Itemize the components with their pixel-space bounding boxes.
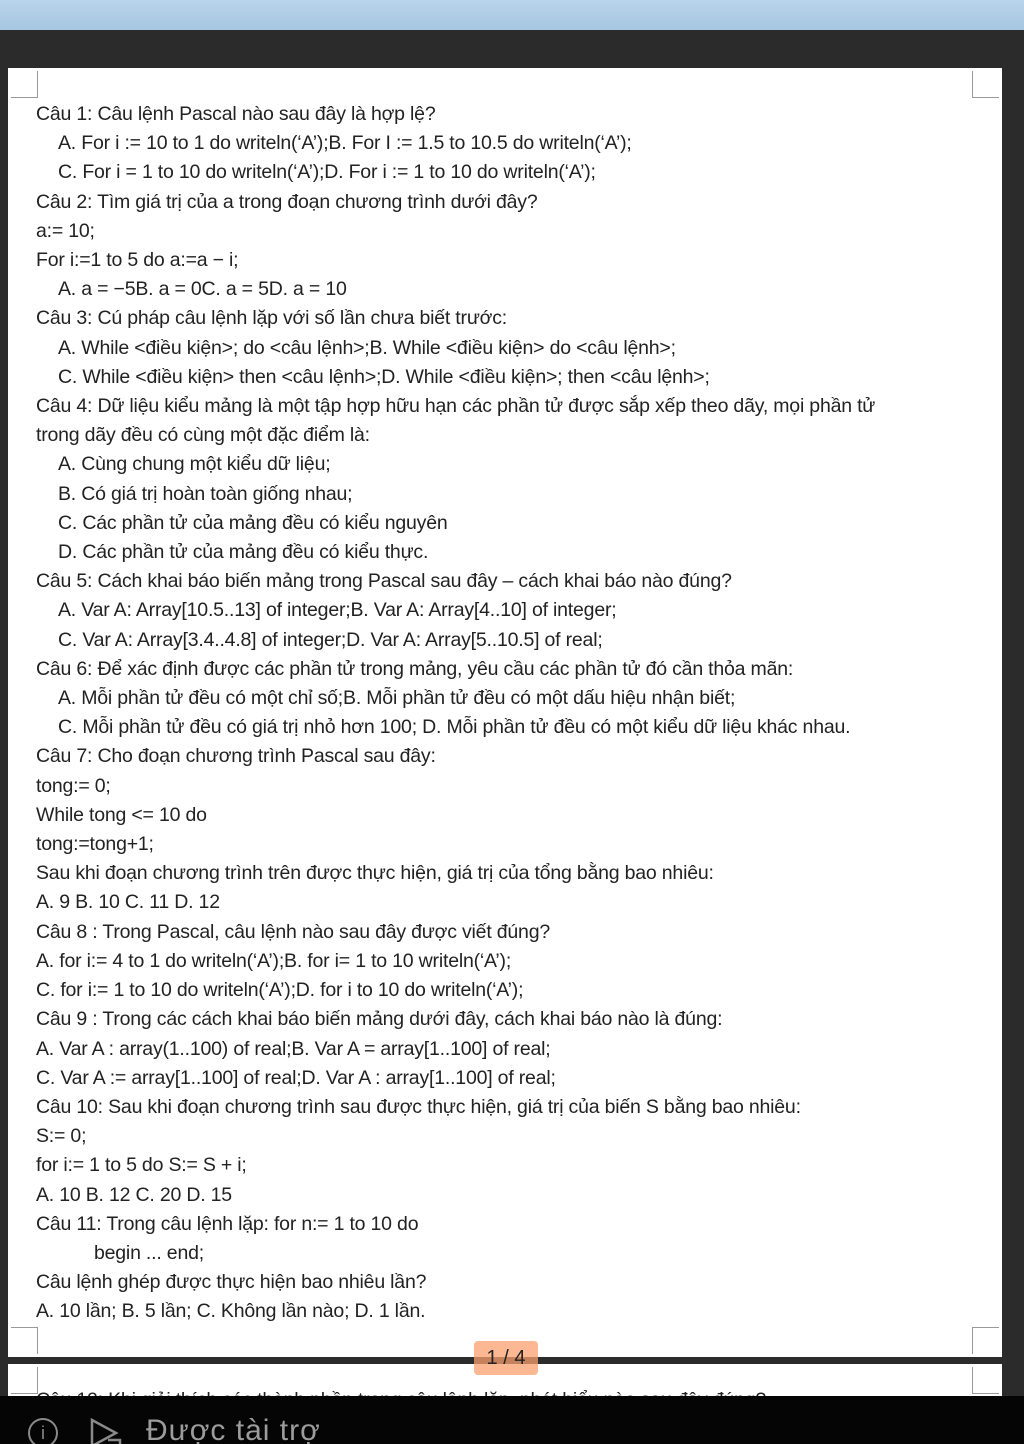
text-line: C. Mỗi phần tử đều có giá trị nhỏ hơn 100; D. Mỗi phần tử đều có một kiểu dữ liệu khác nhau. [58,716,851,739]
text-line: A. While <điều kiện>; do <câu lệnh>;B. While <điều kiện> do <câu lệnh>; [58,336,676,359]
page-indicator: 1 / 4 [474,1341,538,1375]
crop-mark-top-left [11,1367,38,1394]
text-line: C. For i = 1 to 10 do writeln(‘A’);D. For i := 1 to 10 do writeln(‘A’); [58,161,596,184]
text-line: C. Var A := array[1..100] of real;D. Var A : array[1..100] of real; [36,1066,556,1089]
info-icon[interactable]: i [28,1418,58,1444]
document-page-1 [8,68,1002,1357]
text-line: A. for i:= 4 to 1 do writeln(‘A’);B. for i= 1 to 10 writeln(‘A’); [36,949,512,972]
text-line: A. Var A : array(1..100) of real;B. Var A = array[1..100] of real; [36,1037,551,1060]
text-line: Sau khi đoạn chương trình trên được thực hiện, giá trị của tổng bằng bao nhiêu: [36,862,714,885]
text-line: C. While <điều kiện> then <câu lệnh>;D. While <điều kiện>; then <câu lệnh>; [58,365,710,388]
crop-mark-top-right [972,71,999,98]
text-line: C. Var A: Array[3.4..4.8] of integer;D. Var A: Array[5..10.5] of real; [58,628,603,651]
text-line: A. 10 lần; B. 5 lần; C. Không lần nào; D. 1 lần. [36,1300,426,1323]
text-line: Câu 10: Sau khi đoạn chương trình sau được thực hiện, giá trị của biến S bằng bao nhiêu: [36,1095,801,1118]
text-line: Câu lệnh ghép được thực hiện bao nhiêu lần? [36,1271,427,1294]
text-line: For i:=1 to 5 do a:=a − i; [36,249,239,272]
crop-mark-bottom-left [11,1327,38,1354]
text-line: D. Các phần tử của mảng đều có kiểu thực. [58,541,429,564]
text-line: A. a = −5B. a = 0C. a = 5D. a = 10 [58,278,347,301]
text-line: C. for i:= 1 to 10 do writeln(‘A’);D. for i to 10 do writeln(‘A’); [36,979,524,1002]
text-line: Câu 1: Câu lệnh Pascal nào sau đây là hợp lệ? [36,103,436,125]
text-line: A. Cùng chung một kiểu dữ liệu; [58,453,331,476]
text-line: A. 9 B. 10 C. 11 D. 12 [36,891,220,914]
text-line: tong:=tong+1; [36,833,154,856]
text-line: Câu 8 : Trong Pascal, câu lệnh nào sau đây được viết đúng? [36,920,550,943]
crop-mark-bottom-right [972,1327,999,1354]
text-line: A. 10 B. 12 C. 20 D. 15 [36,1183,232,1206]
text-line: B. Có giá trị hoàn toàn giống nhau; [58,482,353,505]
crop-mark-top-left [11,71,38,98]
text-line: A. For i := 10 to 1 do writeln(‘A’);B. For I := 1.5 to 10.5 do writeln(‘A’); [58,132,632,155]
text-line: begin ... end; [94,1241,204,1264]
text-line: A. Mỗi phần tử đều có một chỉ số;B. Mỗi phần tử đều có một dấu hiệu nhận biết; [58,687,736,710]
text-line: Câu 6: Để xác định được các phần tử trong mảng, yêu cầu các phần tử đó cần thỏa mãn: [36,657,794,680]
text-line: Câu 9 : Trong các cách khai báo biến mảng dưới đây, cách khai báo nào là đúng: [36,1008,723,1031]
text-line: Câu 7: Cho đoạn chương trình Pascal sau đây: [36,745,436,768]
text-line: Câu 4: Dữ liệu kiểu mảng là một tập hợp hữu hạn các phần tử được sắp xếp theo dãy, mọi phần tử [36,395,876,418]
text-line: for i:= 1 to 5 do S:= S + i; [36,1154,247,1177]
top-status-bar [0,0,1024,30]
text-line: While tong <= 10 do [36,803,207,826]
text-line: Câu 2: Tìm giá trị của a trong đoạn chương trình dưới đây? [36,190,538,213]
text-line: Câu 3: Cú pháp câu lệnh lặp với số lần chưa biết trước: [36,307,508,330]
text-line: tong:= 0; [36,774,111,797]
document-viewer[interactable] [0,30,1024,1396]
page-1-text [36,100,986,1327]
ad-play-icon [86,1416,126,1444]
text-line: Câu 5: Cách khai báo biến mảng trong Pascal sau đây – cách khai báo nào đúng? [36,570,732,593]
text-line: trong dãy đều có cùng một đặc điểm là: [36,424,370,447]
text-line: C. Các phần tử của mảng đều có kiểu nguyên [58,511,448,534]
sponsored-ad-bar[interactable] [0,1396,1024,1444]
text-line: A. Var A: Array[10.5..13] of integer;B. Var A: Array[4..10] of integer; [58,599,617,622]
text-line: a:= 10; [36,219,95,242]
sponsored-label[interactable]: Được tài trợ [146,1414,321,1444]
text-line: Câu 11: Trong câu lệnh lặp: for n:= 1 to 10 do [36,1212,419,1235]
text-line: S:= 0; [36,1125,87,1148]
